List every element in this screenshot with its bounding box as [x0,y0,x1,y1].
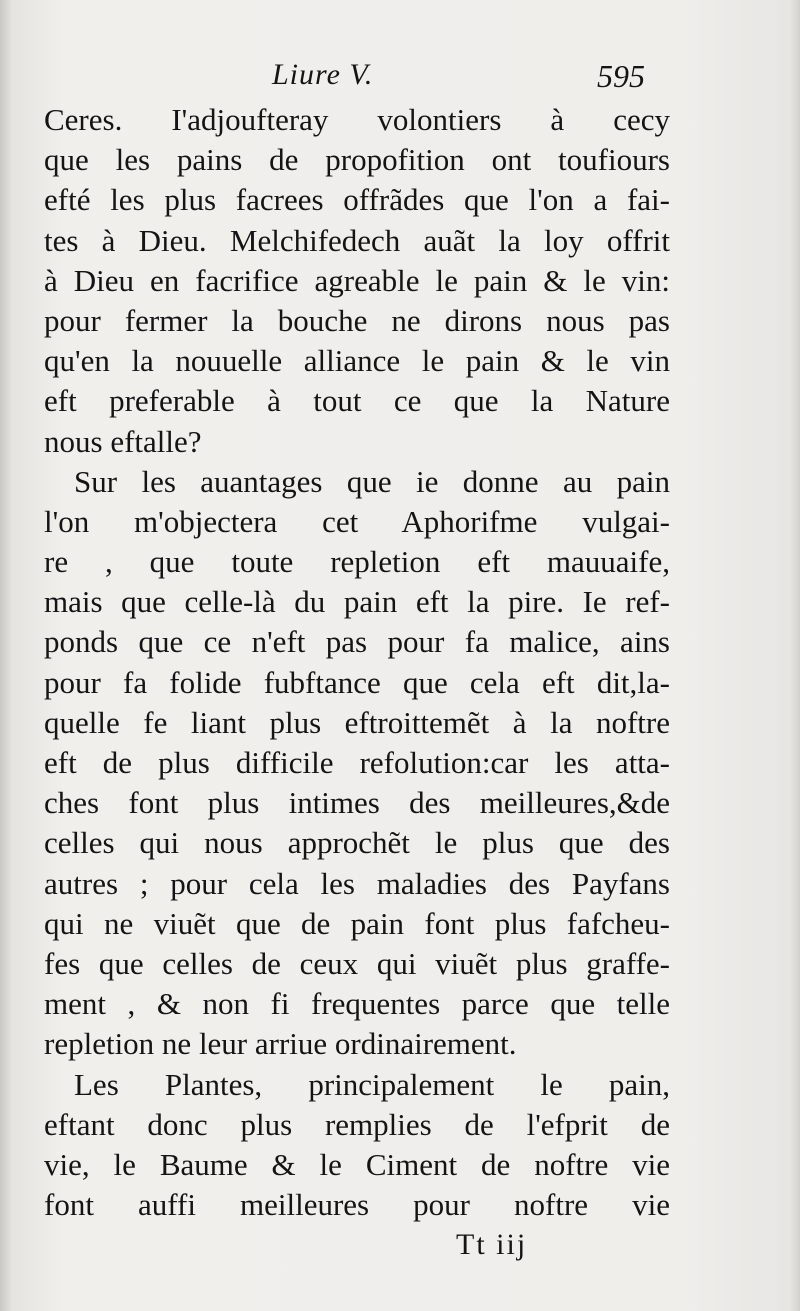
running-head [0,58,800,102]
paragraph-start-line: Sur les auantages que ie donne au pain [74,463,670,499]
text-line: ment , & non fi frequentes parce que telle [44,986,670,1022]
page-shadow-right [790,0,800,1311]
text-line: ponds que ce n'eft pas pour fa malice, ains [44,624,670,660]
text-line: pour fa folide fubftance que cela eft dit,la- [44,664,670,700]
running-title: Liure V. [272,58,374,91]
signature-mark: Tt iij [456,1228,528,1261]
text-line: efté les plus facrees offrãdes que l'on a fai- [44,182,670,218]
text-line: pour fermer la bouche ne dirons nous pas [44,302,670,338]
text-line: quelle fe liant plus eftroittemẽt à la noftre [44,704,670,740]
text-line: que les pains de propofition ont toufiours [44,142,670,178]
text-line: celles qui nous approchẽt le plus que des [44,825,670,861]
text-line: qui ne viuẽt que de pain font plus fafcheu- [44,905,670,941]
page-shadow-left [0,0,12,1311]
text-line: repletion ne leur arriue ordinairement. [44,1026,517,1062]
text-line: tes à Dieu. Melchifedech auãt la loy offrit [44,222,670,258]
text-line: eft preferable à tout ce que la Nature [44,383,670,419]
text-line: qu'en la nouuelle alliance le pain & le vin [44,343,670,379]
text-line: eft de plus difficile refolution:car les atta- [44,745,670,780]
text-line: nous eftalle? [44,423,202,459]
paragraph-start-line: Les Plantes, principalement le pain, [74,1066,670,1102]
text-line: vie, le Baume & le Ciment de noftre vie [44,1146,670,1182]
text-line: re , que toute repletion eft mauuaife, [44,544,670,580]
text-line: eftant donc plus remplies de l'efprit de [44,1106,670,1142]
text-line: ches font plus intimes des meilleures,&de [44,785,670,821]
text-line: mais que celle-là du pain eft la pire. Ie ref- [44,584,670,620]
text-line: autres ; pour cela les maladies des Payfans [44,865,670,901]
text-line: Ceres. I'adjoufteray volontiers à cecy [44,102,670,137]
text-line: fes que celles de ceux qui viuẽt plus graffe- [44,945,670,981]
page-number: 595 [597,58,645,94]
text-line: font auffi meilleures pour noftre vie [44,1187,670,1223]
text-line: l'on m'objectera cet Aphorifme vulgai- [44,503,670,539]
text-line: à Dieu en facrifice agreable le pain & le vin: [44,262,670,298]
body-text [44,100,670,1225]
